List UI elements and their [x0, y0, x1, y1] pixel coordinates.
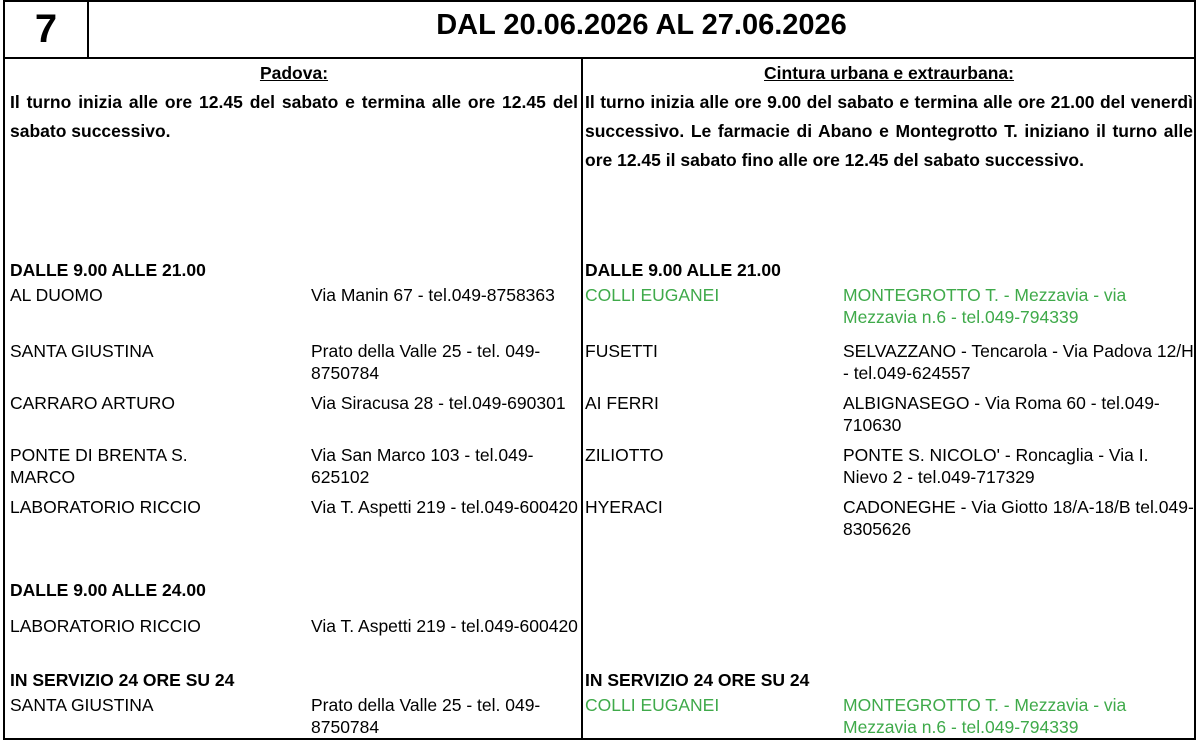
pharmacy-name: FUSETTI: [585, 341, 658, 361]
pharmacy-address: Via Siracusa 28 - tel.049-690301: [311, 393, 566, 413]
pharmacy-address: Via Manin 67 - tel.049-8758363: [311, 285, 555, 305]
pharmacy-address: Via San Marco 103 - tel.049-625102: [311, 445, 534, 487]
pharmacy-name: ZILIOTTO: [585, 445, 664, 465]
pharmacy-address: PONTE S. NICOLO' - Roncaglia - Via I. Nievo 2 - tel.049-717329: [843, 445, 1149, 487]
section-heading: IN SERVIZIO 24 ORE SU 24: [10, 670, 235, 690]
pharmacy-rota-table: [3, 0, 1196, 740]
pharmacy-name: LABORATORIO RICCIO: [10, 497, 201, 517]
pharmacy-name: COLLI EUGANEI: [585, 285, 720, 305]
pharmacy-name: SANTA GIUSTINA: [10, 341, 154, 361]
section-heading: IN SERVIZIO 24 ORE SU 24: [585, 670, 810, 690]
pharmacy-name: LABORATORIO RICCIO: [10, 616, 201, 636]
pharmacy-address: CADONEGHE - Via Giotto 18/A-18/B tel.049-8305626: [843, 497, 1194, 539]
pharmacy-name: CARRARO ARTURO: [10, 393, 175, 413]
cintura-intro: Il turno inizia alle ore 9.00 del sabato e termina alle ore 21.00 del venerdì successivo. Le farmacie di Abano e Montegrotto T. iniziano il turno alle ore 12.45 il sabato fino alle ore 12.45 del sabato successivo.: [585, 92, 1193, 170]
section-heading: DALLE 9.00 ALLE 21.00: [585, 260, 781, 280]
padova-title: Padova:: [259, 63, 329, 83]
pharmacy-name: PONTE DI BRENTA S. MARCO: [10, 445, 188, 487]
pharmacy-address: Prato della Valle 25 - tel. 049-8750784: [311, 695, 541, 737]
pharmacy-name: AL DUOMO: [10, 285, 103, 305]
section-heading: DALLE 9.00 ALLE 21.00: [10, 260, 206, 280]
pharmacy-name: HYERACI: [585, 497, 663, 517]
header-row: [5, 2, 1194, 59]
pharmacy-address: Via T. Aspetti 219 - tel.049-600420: [311, 497, 578, 517]
pharmacy-address: MONTEGROTTO T. - Mezzavia - via Mezzavia n.6 - tel.049-794339: [843, 695, 1127, 737]
pharmacy-name: COLLI EUGANEI: [585, 695, 720, 715]
pharmacy-name: AI FERRI: [585, 393, 659, 413]
week-number: 7: [5, 2, 89, 57]
pharmacy-address: Prato della Valle 25 - tel. 049-8750784: [311, 341, 541, 383]
pharmacy-address: SELVAZZANO - Tencarola - Via Padova 12/H - tel.049-624557: [843, 341, 1194, 383]
padova-intro: Il turno inizia alle ore 12.45 del sabato e termina alle ore 12.45 del sabato successivo.: [10, 92, 578, 141]
pharmacy-address: Via T. Aspetti 219 - tel.049-600420: [311, 616, 578, 636]
pharmacy-address: ALBIGNASEGO - Via Roma 60 - tel.049-710630: [843, 393, 1160, 435]
pharmacy-name: SANTA GIUSTINA: [10, 695, 154, 715]
section-heading: DALLE 9.00 ALLE 24.00: [10, 580, 206, 600]
pharmacy-address: MONTEGROTTO T. - Mezzavia - via Mezzavia n.6 - tel.049-794339: [843, 285, 1127, 327]
column-divider: [581, 59, 583, 738]
cintura-title: Cintura urbana e extraurbana:: [764, 63, 1014, 83]
period-title: DAL 20.06.2026 AL 27.06.2026: [436, 9, 847, 41]
